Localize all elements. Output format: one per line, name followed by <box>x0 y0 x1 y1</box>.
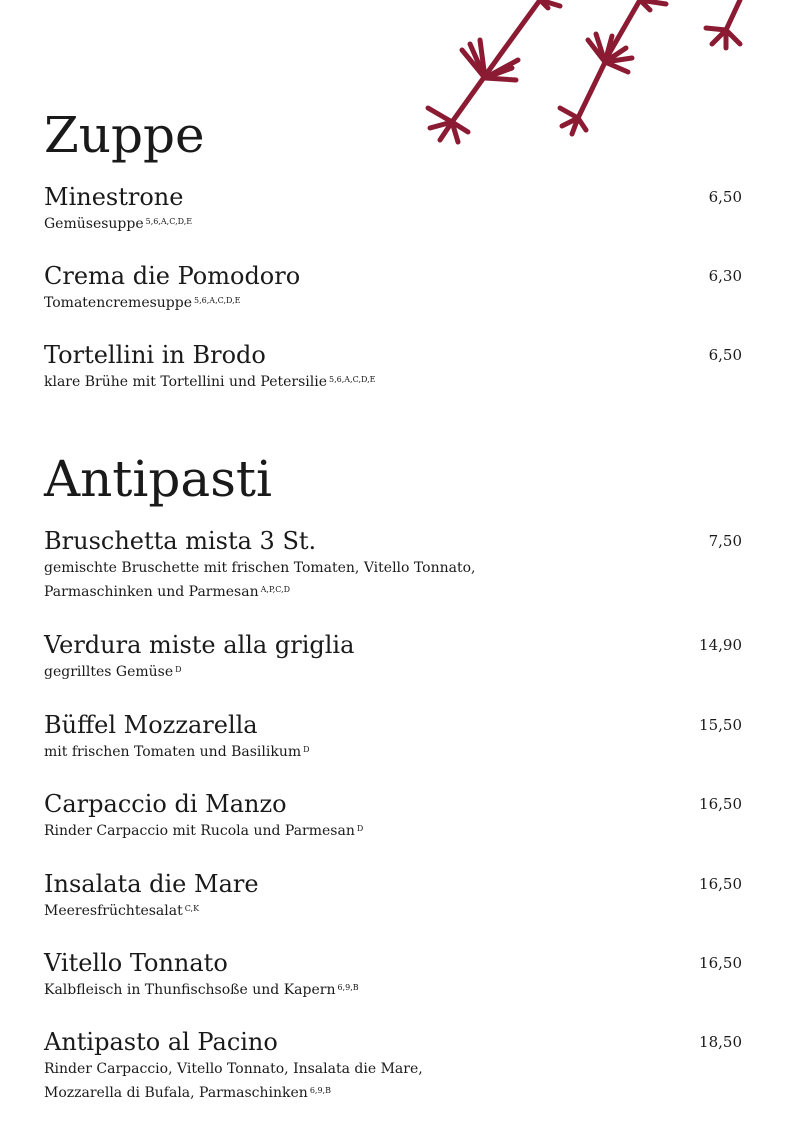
allergen-codes: 6,9,B <box>309 1086 331 1095</box>
item-description: Rinder Carpaccio, Vitello Tonnato, Insalata die Mare, <box>44 1061 423 1077</box>
menu-item <box>44 789 744 843</box>
menu-item <box>44 182 744 236</box>
item-description: Gemüsesuppe $^{5,6,A,C,D,E}$ <box>44 216 193 232</box>
item-price: 6,50 <box>708 188 742 206</box>
allergen-codes: 6,9,B <box>337 983 359 992</box>
item-description: klare Brühe mit Tortellini und Petersilie $^{5,6,A,C,D,E}$ <box>44 374 376 390</box>
item-name: Verdura miste alla griglia <box>44 631 355 659</box>
menu-item <box>44 630 744 684</box>
allergen-codes: D <box>356 824 364 833</box>
item-price: 16,50 <box>699 875 742 893</box>
item-name: Minestrone <box>44 183 184 211</box>
item-name: Vitello Tonnato <box>44 949 228 977</box>
item-price: 14,90 <box>699 636 742 654</box>
section-title-zuppe: Zuppe <box>44 106 205 164</box>
menu-item <box>44 1027 744 1105</box>
item-price: 6,50 <box>708 346 742 364</box>
item-price: 18,50 <box>699 1033 742 1051</box>
allergen-codes: 5,6,A,C,D,E <box>145 217 193 226</box>
allergen-codes: 5,6,A,C,D,E <box>329 375 376 384</box>
item-description-line2: Mozzarella di Bufala, Parmaschinken $^{6,9,B}$ <box>44 1085 331 1101</box>
item-description: Tomatencremesuppe $^{5,6,A,C,D,E}$ <box>44 295 241 311</box>
item-description: mit frischen Tomaten und Basilikum $^D$ <box>44 744 310 760</box>
menu-item <box>44 261 744 315</box>
item-description: Rinder Carpaccio mit Rucola und Parmesan $^D$ <box>44 823 364 839</box>
allergen-codes: 5,6,A,C,D,E <box>194 296 241 305</box>
menu-item <box>44 948 744 1002</box>
item-price: 7,50 <box>708 532 742 550</box>
item-price: 6,30 <box>708 267 742 285</box>
allergen-codes: A,P,C,D <box>260 585 291 594</box>
section-title-antipasti: Antipasti <box>44 450 272 508</box>
item-description-line2: Parmaschinken und Parmesan $^{A,P,C,D}$ <box>44 584 291 600</box>
item-name: Büffel Mozzarella <box>44 711 258 739</box>
item-description: gemischte Bruschette mit frischen Tomaten, Vitello Tonnato, <box>44 560 476 576</box>
allergen-codes: D <box>303 745 310 754</box>
menu-item <box>44 340 744 394</box>
item-name: Bruschetta mista 3 St. <box>44 527 317 555</box>
menu-item <box>44 869 744 923</box>
allergen-codes: C,K <box>184 904 200 913</box>
item-name: Carpaccio di Manzo <box>44 790 287 818</box>
item-description: gegrilltes Gemüse $^D$ <box>44 664 182 680</box>
allergen-codes: D <box>175 665 182 674</box>
item-description: Kalbfleisch in Thunfischsoße und Kapern $^{6,9,B}$ <box>44 982 359 998</box>
item-price: 15,50 <box>699 716 742 734</box>
item-price: 16,50 <box>699 795 742 813</box>
item-name: Tortellini in Brodo <box>44 341 266 369</box>
item-name: Antipasto al Pacino <box>44 1028 278 1056</box>
item-description: Meeresfrüchtesalat $^{C,K}$ <box>44 903 200 919</box>
item-name: Crema die Pomodoro <box>44 262 301 290</box>
item-price: 16,50 <box>699 954 742 972</box>
item-name: Insalata die Mare <box>44 870 259 898</box>
menu-item <box>44 710 744 764</box>
menu-item <box>44 526 744 604</box>
